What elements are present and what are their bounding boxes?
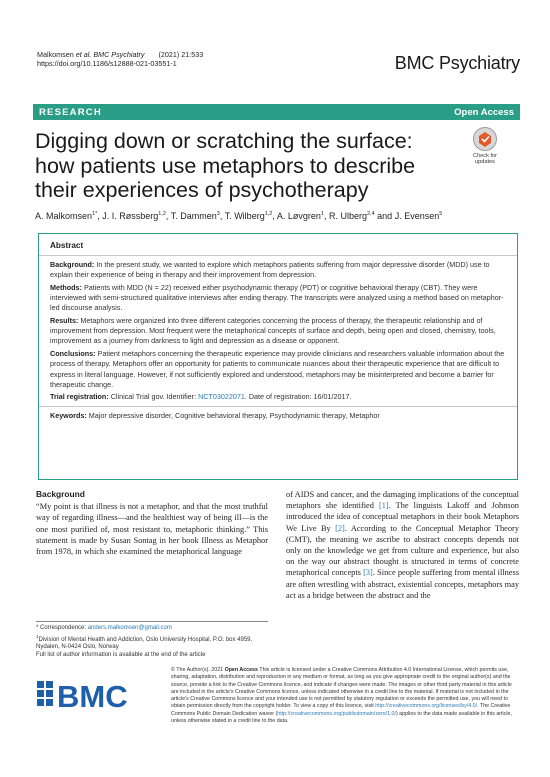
section-banner (33, 104, 520, 120)
abstract-background: Background: In the present study, we wanted to explore which metaphors patients suffering from major depressive disorder (MDD) use to explain their experience of being in therapy and their improvement from depression. (50, 260, 490, 280)
author[interactable]: J. Evensen$^5$ (394, 211, 443, 221)
license-statement: © The Author(s). 2021 Open Access This article is licensed under a Creative Commons Attribution 4.0 International License, which permits use, sharing, adaptation, distribution and reproduction in any medium or format, as long as you give appropriate credit to the original author(s) and the source, provide a link to the Creative Commons licence, and indicate if changes were made. The images or other third party material in this article are included in the article's Creative Commons licence, unless indicated otherwise in a credit line to the material. If material is not included in the article's Creative Commons licence and your intended use is not permitted by statutory regulation or exceeds the permitted use, you will need to obtain permission directly from the copyright holder. To view a copy of this licence, visit http://creativecommons.org/licenses/by/4.0/. The Creative Commons Public Domain Dedication waiver (http://creativecommons.org/publicdomain/zero/1.0/) applies to the data made available in this article, unless otherwise stated in a credit line to the data. (171, 667, 512, 725)
author-list: A. Malkomsen$^{1*}$, J. I. Røssberg$^{1,2}$, T. Dammen$^3$, T. Wilberg$^{1,2}$, A. Løvgren$^1$, R. Ulberg$^{2,4}$ and J. Evensen$^5$ (35, 211, 443, 221)
body-paragraph: “My point is that illness is not a metaphor, and that the most truthful way of regarding illness—and the healthiest way of being ill—is the one most purified of, most resistant to, metaphoric thinking.” This statement is made by Susan Sontag in her book Illness as Metaphor from 1978, in which she examined the metaphorical language (36, 502, 268, 557)
section-heading-background: Background (36, 489, 85, 499)
citation-journal: et al. BMC Psychiatry (73, 50, 145, 59)
affiliation: Division of Mental Health and Addiction, Oslo University Hospital, P.O. box 4959, Nydalen, N-0424 Oslo, Norway (36, 636, 253, 651)
check-label-line1: Check for (473, 153, 497, 159)
journal-name: BMC Psychiatry (394, 53, 520, 73)
citation-ref[interactable]: [2] (335, 523, 345, 533)
body-paragraph: of AIDS and cancer, and the damaging implications of the conceptual metaphors she identified [1]. The linguists Lakoff and Johnson introduced the idea of conceptual metaphors in their book Metaphors We Live By [2]. According to the Conceptual Metaphor Theory (CMT), the meaning we ascribe to abstract concepts depends not only on the knowledge we get from culture and experience, but also on the way our abstract thought is structured in terms of concrete metaphorical concepts [3]. Since people suffering from mental illness are often wrestling with abstract, existential concepts, metaphors may act as a bridge between the abstract and the (286, 490, 519, 600)
author[interactable]: T. Dammen$^3$ (170, 211, 220, 221)
abstract-conclusions: Conclusions: Patient metaphors concerning the therapeutic experience may provide clinicians and researchers valuable information about the process of therapy. Metaphors offer an opportunity for patients to communicate nuances about their therapeutic experience that are difficult to express in literal language. However, if not sufficiently explored and understood, metaphors may be misinterpreted and become a barrier for therapeutic change. (50, 349, 505, 389)
author[interactable]: T. Wilberg$^{1,2}$ (224, 211, 273, 221)
author[interactable]: A. Malkomsen$^{1*}$ (35, 211, 98, 221)
check-for-updates-icon (462, 126, 508, 154)
citation-year: (2021) 21:533 (158, 50, 204, 59)
abstract-keywords: Keywords: Major depressive disorder, Cognitive behavioral therapy, Psychodynamic therapy, Metaphor (39, 406, 517, 421)
correspondence-email[interactable]: anders.malkomsen@gmail.com (87, 625, 172, 631)
check-label-line2: updates (475, 159, 495, 166)
check-for-updates-badge[interactable] (462, 126, 508, 172)
abstract-box (38, 233, 518, 480)
abstract-methods: Methods: Patients with MDD (N = 22) received either psychodynamic therapy (PDT) or cognitive behavioral therapy (CBT). They were interviewed with semi-structured qualitative interviews after ending therapy. The transcripts were analyzed using a method based on metaphor-led discourse analysis. (50, 282, 504, 313)
body-left-column (36, 489, 268, 557)
bmc-logo (37, 677, 155, 722)
running-header-citation (37, 50, 203, 68)
author-info-note: Full list of author information is available at the end of the article (36, 651, 206, 658)
open-access-label: Open Access (454, 106, 514, 118)
citation-ref[interactable]: [3] (363, 568, 373, 578)
bmc-logo-text: BMC (57, 679, 128, 714)
body-right-column (286, 489, 519, 601)
correspondence-footnote: * Correspondence: anders.malkomsen@gmail.com $^1$Division of Mental Health and Addiction, Oslo University Hospital, P.O. box 4959, Nydalen, N-0424 Oslo, Norway Full list of author information is available at the end of the article (36, 621, 268, 659)
author[interactable]: J. I. Røssberg$^{1,2}$ (102, 211, 166, 221)
trial-id-link[interactable]: NCT03022071 (198, 392, 245, 402)
license-link[interactable]: http://creativecommons.org/licenses/by/4.0/ (375, 703, 478, 710)
abstract-trial-registration: Trial registration: Clinical Trial gov. Identifier: NCT03022071. Date of registration: 16/01/2017. (50, 392, 352, 402)
doi-link[interactable]: https://doi.org/10.1186/s12888-021-03551-1 (37, 59, 177, 68)
abstract-results: Results: Metaphors were organized into three different categories concerning the process of therapy, the therapeutic relationship and of improvement from depression. Most frequent were the metaphorical concepts of surface and depth, being open and closed, chemistry, tools, improvement as a journey from darkness to light and depression as a disease or opponent. (50, 316, 496, 346)
author[interactable]: A. Løvgren$^1$ (276, 211, 324, 221)
bmc-logo-icon (37, 677, 155, 717)
citation-authors: Malkomsen (37, 50, 74, 59)
citation-ref[interactable]: [1] (378, 501, 389, 511)
article-title: Digging down or scratching the surface: how patients use metaphors to describe their experiences of psychotherapy (35, 129, 416, 202)
public-domain-link[interactable]: http://creativecommons.org/publicdomain/zero/1.0/ (277, 710, 396, 717)
author[interactable]: R. Ulberg$^{2,4}$ (328, 211, 375, 221)
abstract-heading: Abstract (39, 241, 517, 256)
section-label: RESEARCH (39, 106, 102, 118)
